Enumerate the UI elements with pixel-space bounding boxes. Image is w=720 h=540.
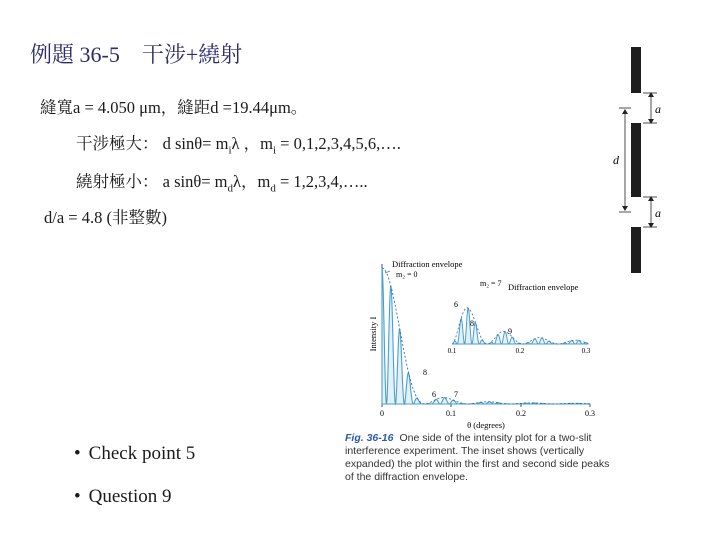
bullet-text: Question 9 bbox=[88, 486, 172, 507]
bullet-check-point bbox=[74, 443, 195, 465]
slit-width-label: a bbox=[655, 206, 661, 220]
inset-peak-label: 8 bbox=[470, 319, 474, 328]
subscript: i bbox=[272, 144, 277, 157]
equation-part: 干涉極大： d sinθ= m bbox=[76, 134, 229, 153]
y-axis-label: Intensity I bbox=[368, 316, 378, 352]
figure-caption bbox=[345, 432, 613, 484]
x-tick-label: 0 bbox=[380, 409, 384, 418]
barrier-middle bbox=[631, 123, 641, 197]
subscript: i bbox=[228, 144, 232, 157]
two-slit-diagram bbox=[605, 45, 705, 275]
figure-number: Fig. 36-16 bbox=[345, 432, 394, 444]
equation-part: = 0,1,2,3,4,5,6,…. bbox=[276, 134, 401, 153]
bullet-text: Check point 5 bbox=[88, 443, 196, 464]
intensity-plot bbox=[330, 256, 630, 432]
bullet-dot-icon: • bbox=[74, 443, 81, 464]
envelope-label: Diffraction envelope bbox=[392, 259, 463, 269]
inset-x-tick-label: 0.1 bbox=[447, 347, 457, 355]
inset-plot bbox=[448, 278, 591, 355]
subscript: d bbox=[227, 182, 233, 195]
given-values: 縫寬a = 4.050 μm，縫距d =19.44μm。 bbox=[40, 98, 308, 117]
peak-label: 6 bbox=[432, 390, 436, 399]
peak-label: 7 bbox=[454, 390, 458, 399]
equation-part: 繞射極小： a sinθ= m bbox=[76, 172, 228, 191]
barrier-top bbox=[631, 47, 641, 93]
ratio-statement: d/a = 4.8 (非整數) bbox=[44, 208, 167, 227]
barrier-bottom bbox=[631, 227, 641, 273]
x-tick-label: 0.3 bbox=[585, 409, 595, 418]
equation-part: = 1,2,3,4,….. bbox=[275, 172, 368, 191]
inset-peak-label: 6 bbox=[454, 300, 458, 309]
peak-label: 8 bbox=[423, 368, 427, 377]
caption-text: One side of the intensity plot for a two-slit interference experiment. The inset shows (vertically expanded) the plot within the first and second side peaks of the diffraction envelope. bbox=[345, 432, 610, 483]
subscript: d bbox=[270, 182, 276, 195]
x-axis-label: θ (degrees) bbox=[467, 420, 505, 430]
md-label: m₂ = 0 bbox=[396, 270, 418, 279]
interference-maxima-equation bbox=[76, 130, 401, 156]
slide-title: 例題 36-5 干涉+繞射 bbox=[30, 42, 243, 67]
equation-part: λ，m bbox=[233, 172, 271, 191]
inset-x-tick-label: 0.2 bbox=[515, 347, 525, 355]
inset-x-tick-label: 0.3 bbox=[581, 347, 591, 355]
inset-peak-label: 9 bbox=[508, 327, 512, 336]
slit-width-label: a bbox=[655, 102, 661, 116]
inset-md-label: m₂ = 7 bbox=[480, 279, 502, 288]
inset-envelope-label: Diffraction envelope bbox=[508, 282, 579, 292]
diffraction-minima-equation bbox=[76, 168, 368, 194]
slit-spacing-label: d bbox=[613, 153, 619, 167]
x-tick-label: 0.1 bbox=[446, 409, 456, 418]
x-tick-label: 0.2 bbox=[516, 409, 526, 418]
bullet-question bbox=[74, 486, 172, 508]
bullet-dot-icon: • bbox=[74, 486, 81, 507]
equation-part: λ ，m bbox=[231, 134, 273, 153]
